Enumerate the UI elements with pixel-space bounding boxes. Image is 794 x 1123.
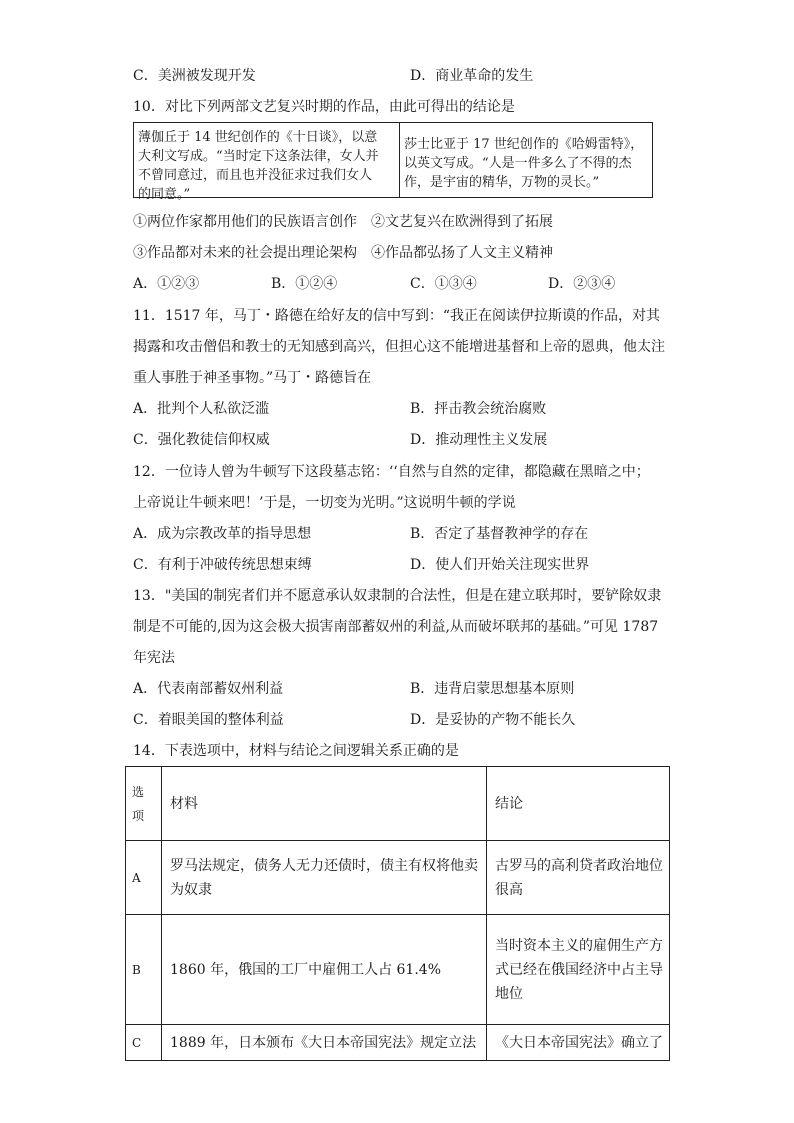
q9-option-d: D．商业革命的发生 xyxy=(410,68,534,84)
q12-option-a: A．成为宗教改革的指导思想 xyxy=(133,526,312,542)
q13-option-b: B．违背启蒙思想基本原则 xyxy=(410,681,575,697)
q13-stem-line: 13．"美国的制宪者们并不愿意承认奴隶制的合法性，但是在建立联邦时，要铲除奴隶 xyxy=(133,588,662,604)
row-material: 1860 年，俄国的工厂中雇佣工人占 61.4% xyxy=(162,915,487,1025)
q13-option-d: D．是妥协的产物不能长久 xyxy=(410,712,576,728)
header-material: 材料 xyxy=(162,767,487,841)
row-option: B xyxy=(126,915,162,1025)
quote-line: 以英文写成。“人是一件多么了不得的杰 xyxy=(404,156,632,171)
q14-stem: 14．下表选项中，材料与结论之间逻辑关系正确的是 xyxy=(133,743,459,759)
quote-line: 薄伽丘于 14 世纪创作的《十日谈》，以意 xyxy=(138,130,378,145)
q10-option-d: D．②③④ xyxy=(548,276,616,292)
q10-quote-boccaccio xyxy=(134,123,400,202)
row-material: 1889 年，日本颁布《大日本帝国宪法》规定立法 xyxy=(162,1025,487,1061)
q11-option-a: A．批判个人私欲泛滥 xyxy=(133,401,270,417)
q12-options-cd xyxy=(133,555,673,575)
q11-options-ab xyxy=(133,399,673,419)
q11-stem-line: 揭露和攻击僧侣和教士的无知感到高兴，但担心这不能增进基督和上帝的恩典，他太注 xyxy=(133,339,665,355)
q10-stem: 10．对比下列两部文艺复兴时期的作品，由此可得出的结论是 xyxy=(133,99,515,115)
header-conclusion: 结论 xyxy=(487,767,670,841)
q11-option-b: B．抨击教会统治腐败 xyxy=(410,401,547,417)
q10-quote-shakespeare xyxy=(400,123,652,197)
quote-line: 的同意。” xyxy=(138,187,191,202)
q13-option-a: A．代表南部蓄奴州利益 xyxy=(133,681,284,697)
q12-option-d: D．使人们开始关注现实世界 xyxy=(410,557,590,573)
q11-option-c: C．强化教徒信仰权威 xyxy=(133,432,270,448)
q11-options-cd xyxy=(133,430,673,450)
q11-stem-line: 11．1517 年，马丁・路德在给好友的信中写到：“我正在阅读伊拉斯谟的作品，对其 xyxy=(133,308,661,324)
q9-option-c: C．美洲被发现开发 xyxy=(133,68,256,84)
row-material: 罗马法规定，债务人无力还债时，债主有权将他卖为奴隶 xyxy=(162,841,487,915)
q13-option-c: C．着眼美国的整体利益 xyxy=(133,712,284,728)
table-header-row xyxy=(126,767,670,841)
q10-quote-box xyxy=(133,122,653,202)
row-conclusion: 古罗马的高利贷者政治地位很高 xyxy=(487,841,670,915)
q13-stem-line: 制是不可能的,因为这会极大损害南部蓄奴州的利益,从而破坏联邦的基础。”可见 1787 xyxy=(133,619,659,635)
quote-line: 作，是宇宙的精华，万物的灵长。” xyxy=(404,175,600,190)
table-row xyxy=(126,915,670,1025)
quote-line: 不曾同意过，而且也并没征求过我们女人 xyxy=(138,168,373,183)
quote-line: 大利文写成。“当时定下这条法律，女人并 xyxy=(138,149,379,164)
row-option: C xyxy=(126,1025,162,1061)
q13-options-cd xyxy=(133,710,673,730)
q10-option-b: B．①②④ xyxy=(271,276,338,292)
row-conclusion: 当时资本主义的雇佣生产方式已经在俄国经济中占主导地位 xyxy=(487,915,670,1025)
q10-options xyxy=(133,274,673,294)
q13-options-ab xyxy=(133,679,673,699)
row-option: A xyxy=(126,841,162,915)
q14-table xyxy=(125,766,670,1061)
table-row xyxy=(126,841,670,915)
q12-option-b: B．否定了基督教神学的存在 xyxy=(410,526,589,542)
q12-option-c: C．有利于冲破传统思想束缚 xyxy=(133,557,312,573)
q9-options xyxy=(133,66,673,86)
q10-statements-1: ①两位作家都用他们的民族语言创作 ②文艺复兴在欧洲得到了拓展 xyxy=(133,214,553,230)
q11-stem-line: 重人事胜于神圣事物。”马丁・路德旨在 xyxy=(133,370,372,386)
q12-options-ab xyxy=(133,524,673,544)
q11-option-d: D．推动理性主义发展 xyxy=(410,432,548,448)
q10-option-c: C．①③④ xyxy=(410,276,477,292)
quote-line: 莎士比亚于 17 世纪创作的《哈姆雷特》， xyxy=(404,137,644,152)
table-row xyxy=(126,1025,670,1061)
header-option: 选项 xyxy=(126,767,162,841)
row-conclusion: 《大日本帝国宪法》确立了 xyxy=(487,1025,670,1061)
q13-stem-line: 年宪法 xyxy=(133,650,175,666)
q12-stem-line: 12．一位诗人曾为牛顿写下这段墓志铭：‘‘自然与自然的定律，都隐藏在黑暗之中； xyxy=(133,464,650,480)
q12-stem-line: 上帝说让牛顿来吧！’于是，一切变为光明。”这说明牛顿的学说 xyxy=(133,495,516,511)
q10-option-a: A．①②③ xyxy=(133,276,200,292)
q10-statements-2: ③作品都对未来的社会提出理论架构 ④作品都弘扬了人文主义精神 xyxy=(133,245,553,261)
